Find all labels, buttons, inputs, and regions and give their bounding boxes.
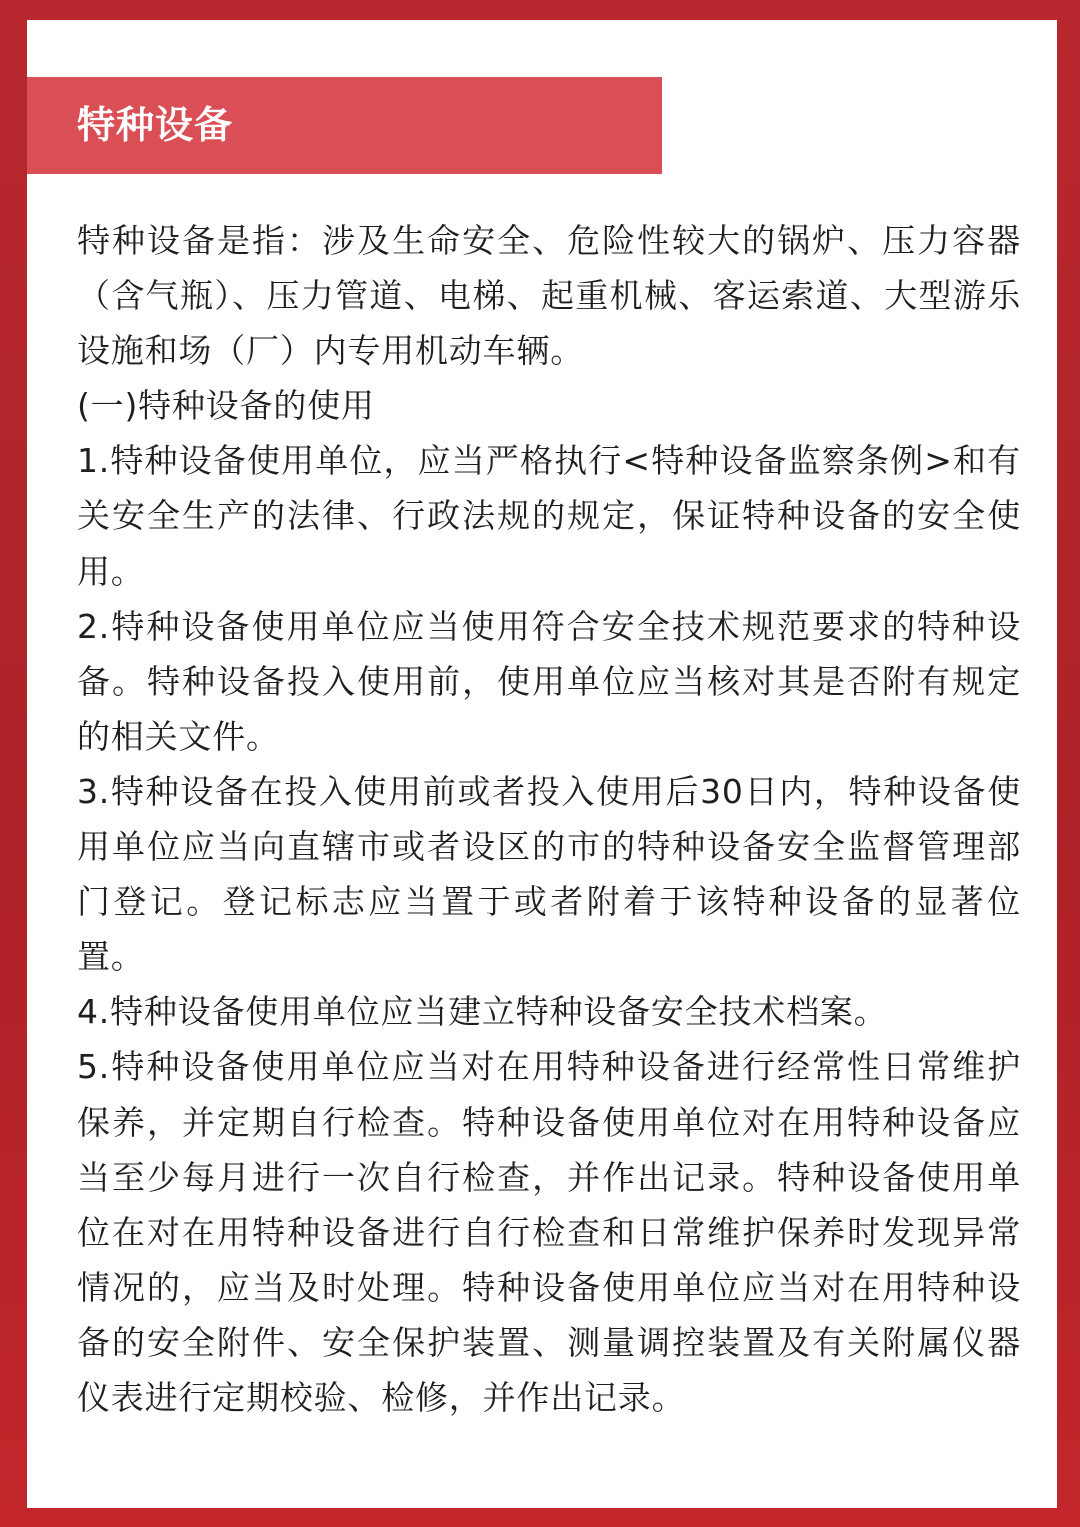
page-title: 特种设备 <box>77 103 234 147</box>
rule-item-3: 3.特种设备在投入使用前或者投入使用后30日内，特种设备使用单位应当向直辖市或者设区的市的特种设备安全监督管理部门登记。登记标志应当置于或者附着于该特种设备的显著位置。 <box>77 771 1021 977</box>
rule-item-1: 1.特种设备使用单位，应当严格执行<特种设备监察条例>和有关安全生产的法律、行政法规的规定，保证特种设备的安全使用。 <box>77 441 1021 591</box>
rule-item-5: 5.特种设备使用单位应当对在用特种设备进行经常性日常维护保养，并定期自行检查。特种设备使用单位对在用特种设备应当至少每月进行一次自行检查，并作出记录。特种设备使用单位在对在用特种设备进行自行检查和日常维护保养时发现异常情况的，应当及时处理。特种设备使用单位应当对在用特种设备的安全附件、安全保护装置、测量调控装置及有关附属仪器仪表进行定期校验、检修，并作出记录。 <box>77 1047 1021 1417</box>
article-body <box>77 213 1021 1425</box>
rule-item-4: 4.特种设备使用单位应当建立特种设备安全技术档案。 <box>77 992 888 1032</box>
rule-item-2: 2.特种设备使用单位应当使用符合安全技术规范要求的特种设备。特种设备投入使用前，使用单位应当核对其是否附有规定的相关文件。 <box>77 606 1021 756</box>
section-heading: (一)特种设备的使用 <box>77 386 375 426</box>
intro-paragraph: 特种设备是指：涉及生命安全、危险性较大的锅炉、压力容器（含气瓶）、压力管道、电梯、起重机械、客运索道、大型游乐设施和场（厂）内专用机动车辆。 <box>77 221 1021 371</box>
